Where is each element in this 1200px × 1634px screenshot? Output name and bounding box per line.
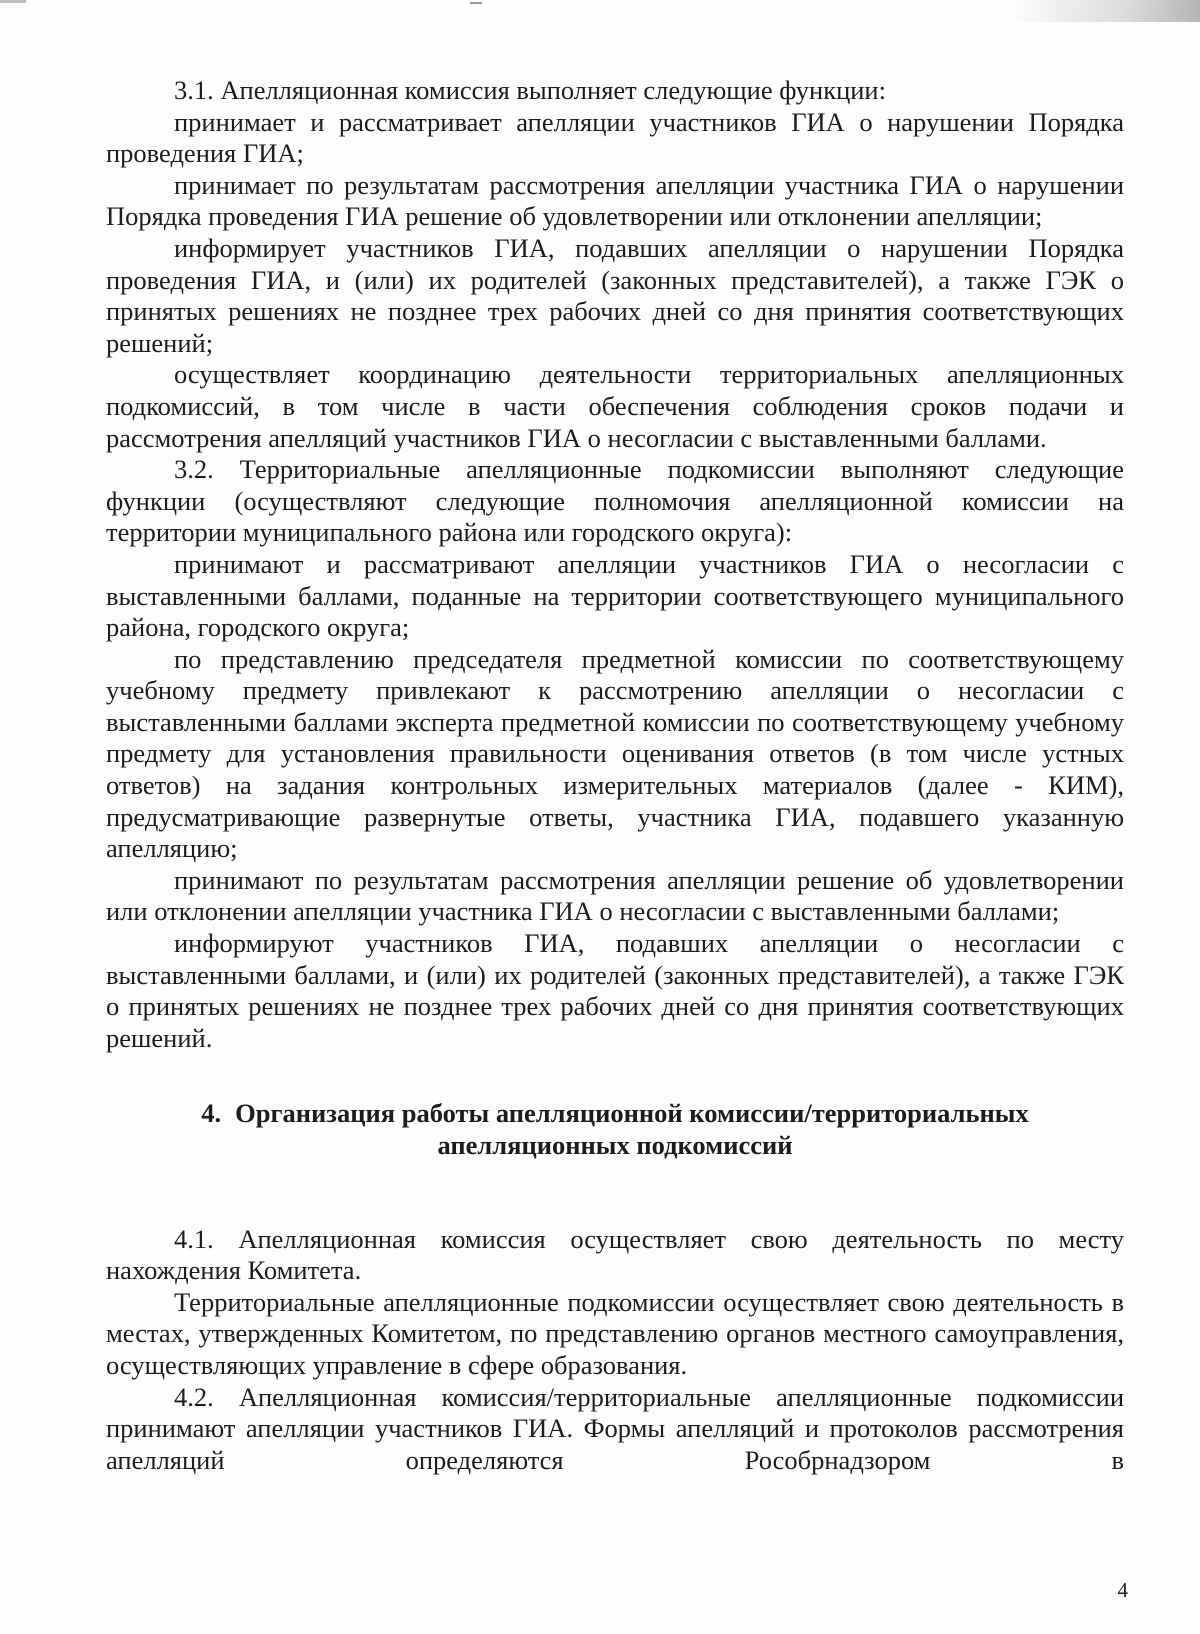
section-heading-4 [106, 1098, 1124, 1161]
scan-artifact-left [0, 0, 26, 3]
paragraph-3-1-item-2: принимает по результатам рассмотрения апелляции участника ГИА о нарушении Порядка проведения ГИА решение об удовлетворении или отклонении апелляции; [106, 169, 1124, 232]
spacer [106, 1162, 1124, 1224]
paragraph-3-1-item-3: информирует участников ГИА, подавших апелляции о нарушении Порядка проведения ГИА, и (или) их родителей (законных представителей), а также ГЭК о принятых решениях не позднее трех рабочих дней со дня принятия соответствующих решений; [106, 232, 1124, 358]
page-number: 4 [1117, 1578, 1128, 1602]
paragraph-3-2-item-1: принимают и рассматривают апелляции участников ГИА о несогласии с выставленными баллами, поданные на территории соответствующего муниципального района, городского округа; [106, 548, 1124, 643]
paragraph-3-1: 3.1. Апелляционная комиссия выполняет следующие функции: [174, 75, 886, 105]
scan-artifact-top [470, 2, 482, 4]
paragraph-4-1-cont: Территориальные апелляционные подкомиссии осуществляет свою деятельность в местах, утвержденных Комитетом, по представлению органов местного самоуправления, осуществляющих управление в сфере образования. [106, 1286, 1124, 1380]
section-number: 4. [201, 1098, 222, 1129]
paragraph-3-2-item-2: по представлению председателя предметной комиссии по соответствующему учебному предмету привлекают к рассмотрению апелляции о несогласии с выставленными баллами эксперта предметной комиссии по соответствующему учебному предмету для установления правильности оценивания ответов (в том числе устных ответов) на задания контрольных измерительных материалов (далее - КИМ), предусматривающие развернутые ответы, участника ГИА, подавшего указанную апелляцию; [106, 643, 1124, 864]
paragraph-3-2-item-4: информируют участников ГИА, подавших апелляции о несогласии с выставленными баллами, и (или) их родителей (законных представителей), а также ГЭК о принятых решениях не позднее трех рабочих дней со дня принятия соответствующих решений. [106, 928, 1124, 1053]
paragraph-3-2-item-3: принимают по результатам рассмотрения апелляции решение об удовлетворении или отклонении апелляции участника ГИА о несогласии с выставленными баллами; [106, 864, 1124, 927]
section-heading-line-1 [106, 1098, 1124, 1130]
paragraph-3-2: 3.2. Территориальные апелляционные подкомиссии выполняют следующие функции (осуществляют следующие полномочия апелляционной комиссии на территории муниципального района или городского округа): [106, 454, 1124, 548]
scan-artifact-corner [1010, 0, 1200, 22]
paragraph-3-1-item-4: осуществляет координацию деятельности территориальных апелляционных подкомиссий, в том числе в части обеспечения соблюдения сроков подачи и рассмотрения апелляций участников ГИА о несогласии с выставленными баллами. [106, 359, 1124, 453]
section-heading-line-2: апелляционных подкомиссий [437, 1130, 793, 1160]
paragraph-4-1: 4.1. Апелляционная комиссия осуществляет свою деятельность по месту нахождения Комитета. [106, 1223, 1124, 1286]
section-heading-text-1: Организация работы апелляционной комиссии/территориальных [235, 1098, 1029, 1129]
paragraph-3-1-item-1: принимает и рассматривает апелляции участников ГИА о нарушении Порядка проведения ГИА; [106, 106, 1124, 169]
paragraph-4-2: 4.2. Апелляционная комиссия/территориальные апелляционные подкомиссии принимают апелляции участников ГИА. Формы апелляций и протоколов рассмотрения апелляций определяются Рособрнадзором в [106, 1381, 1124, 1475]
